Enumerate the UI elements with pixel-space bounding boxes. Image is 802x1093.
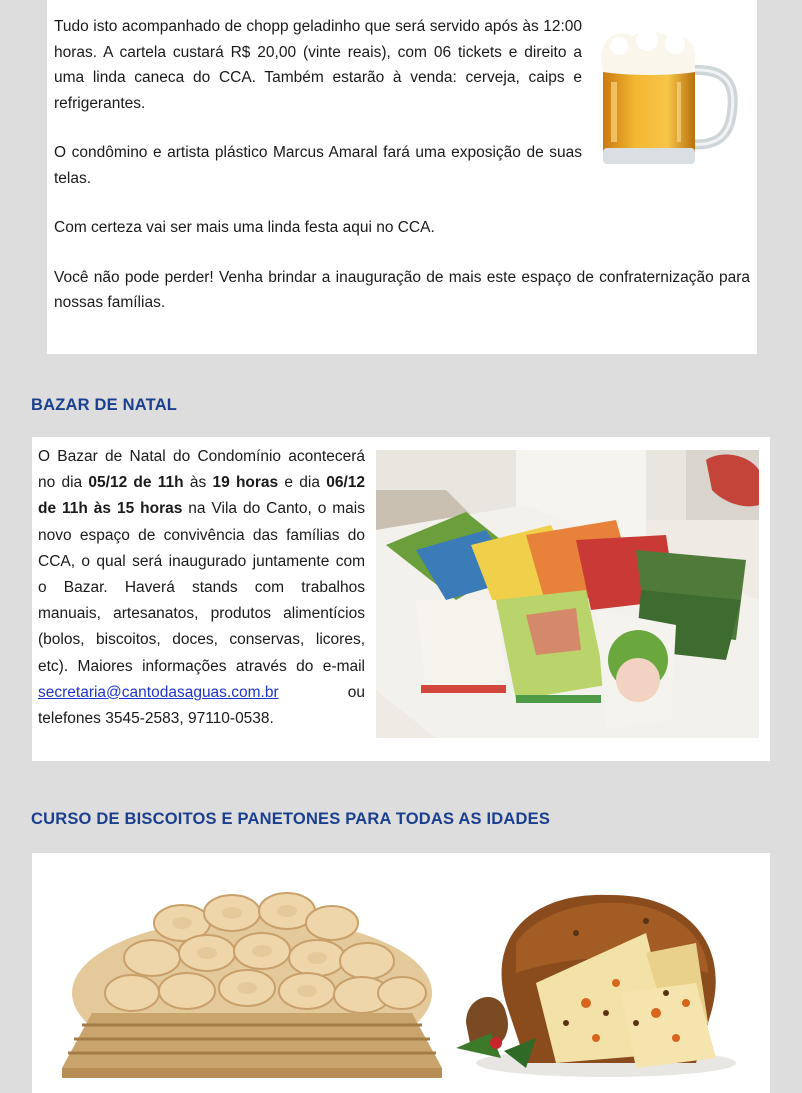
- bazar-date-1: 05/12 de 11h: [88, 474, 184, 492]
- paragraph-chopp: Tudo isto acompanhado de chopp geladinho que será servido após às 12:00 horas. A cartela custará R$ 20,00 (vinte reais), com 06 tickets e direito a uma linda caneca do CCA. Também estarão à venda: cerveja, caips e refrigerantes.: [54, 18, 582, 112]
- bazar-text: [38, 444, 365, 732]
- section-heading-curso: CURSO DE BISCOITOS E PANETONES PARA TODAS AS IDADES: [31, 810, 551, 828]
- paragraph-festa: Com certeza vai ser mais uma linda festa aqui no CCA.: [54, 219, 435, 236]
- bazar-text-4: na Vila do Canto, o mais novo espaço de convivência das famílias do CCA, o qual será inaugurado juntamente com o Bazar. Haverá stands com trabalhos manuais, artesanatos, produtos alimentícios (bolos, biscoitos, doces, conservas, licores, etc). Maiores informações através do e-mail: [38, 500, 365, 675]
- paragraph-convite: Você não pode perder! Venha brindar a inauguração de mais este espaço de confraternização para nossas famílias.: [54, 268, 750, 311]
- email-link[interactable]: secretaria@cantodasaguas.com.br: [38, 683, 279, 701]
- bazar-text-2: às: [183, 474, 213, 492]
- bazar-photo-image: [376, 450, 759, 738]
- beer-mug-image: [599, 28, 741, 170]
- section-heading-bazar: BAZAR DE NATAL: [31, 396, 178, 414]
- paragraph-exposicao: O condômino e artista plástico Marcus Amaral fará uma exposição de suas telas.: [54, 144, 582, 187]
- bazar-text-5: ou telefones 3545-2583, 97110-0538.: [38, 683, 365, 728]
- bazar-text-1: O Bazar de Natal do Condomínio acontecerá no dia: [38, 448, 365, 492]
- festa-card: [47, 0, 757, 354]
- bazar-text-3: e dia: [278, 474, 327, 492]
- bazar-time-1: 19 horas: [212, 474, 279, 492]
- panettone-image: [446, 873, 746, 1078]
- bazar-card: [32, 437, 770, 761]
- curso-card: [32, 853, 770, 1093]
- biscuit-basket-image: [62, 873, 442, 1078]
- bazar-date-2: 06/12 de 11h às 15 horas: [38, 474, 366, 518]
